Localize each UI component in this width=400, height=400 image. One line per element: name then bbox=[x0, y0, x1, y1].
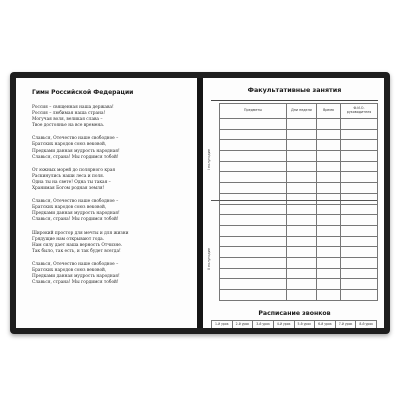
bell-lesson-header: 7-й урок bbox=[335, 320, 356, 328]
electives-cell bbox=[341, 290, 378, 301]
anthem-line: Одна ты на свете! Одна ты такая – bbox=[32, 179, 111, 185]
electives-cell bbox=[317, 183, 341, 194]
electives-cell bbox=[287, 225, 317, 236]
electives-row bbox=[220, 151, 378, 162]
electives-cell bbox=[220, 140, 287, 151]
anthem-line: Широкий простор для мечты и для жизни bbox=[32, 230, 129, 236]
anthem-stanza bbox=[32, 231, 189, 255]
electives-cell bbox=[220, 268, 287, 279]
electives-cell bbox=[341, 204, 378, 215]
electives-cell bbox=[317, 279, 341, 290]
electives-cell bbox=[287, 247, 317, 258]
electives-row bbox=[220, 215, 378, 226]
anthem-line: Грядущие нам открывают года. bbox=[32, 236, 105, 242]
electives-cell bbox=[287, 279, 317, 290]
electives-cell bbox=[220, 215, 287, 226]
electives-cell bbox=[287, 215, 317, 226]
electives-cell bbox=[287, 236, 317, 247]
anthem-stanza bbox=[32, 262, 189, 286]
anthem-stanza bbox=[32, 168, 189, 192]
electives-cell bbox=[341, 172, 378, 183]
column-header-time: Время bbox=[317, 104, 341, 119]
electives-cell bbox=[287, 268, 317, 279]
left-page bbox=[16, 78, 197, 328]
electives-cell bbox=[341, 247, 378, 258]
anthem-line: Россия – священная наша держава! bbox=[32, 105, 114, 110]
bell-lesson-header: 3-й урок bbox=[253, 320, 274, 328]
anthem-line: Братских народов союз вековой, bbox=[32, 267, 107, 273]
electives-row bbox=[220, 225, 378, 236]
electives-cell bbox=[317, 161, 341, 172]
second-half-label: II полугодие bbox=[207, 247, 211, 270]
electives-cell bbox=[220, 290, 287, 301]
bell-schedule-title: Расписание звонков bbox=[258, 309, 331, 317]
electives-cell bbox=[341, 183, 378, 194]
electives-cell bbox=[220, 204, 287, 215]
electives-cell bbox=[287, 161, 317, 172]
electives-cell bbox=[220, 257, 287, 268]
bell-lesson-header: 6-й урок bbox=[315, 320, 336, 328]
electives-cell bbox=[220, 129, 287, 140]
electives-row bbox=[220, 236, 378, 247]
bell-lesson-header: 2-й урок bbox=[232, 320, 253, 328]
anthem-line: Предками данная мудрость народная! bbox=[32, 211, 120, 217]
electives-cell bbox=[317, 204, 341, 215]
electives-cell bbox=[341, 268, 378, 279]
electives-cell bbox=[220, 172, 287, 183]
title-rule bbox=[211, 100, 378, 101]
electives-row bbox=[220, 257, 378, 268]
electives-row bbox=[220, 183, 378, 194]
anthem-line: Нам силу дает наша верность Отчизне. bbox=[32, 242, 123, 248]
electives-cell bbox=[317, 129, 341, 140]
electives-cell bbox=[317, 290, 341, 301]
electives-cell bbox=[317, 193, 341, 204]
electives-cell bbox=[220, 193, 287, 204]
column-header-teacher: Ф.И.О. руководителя bbox=[341, 104, 378, 119]
electives-cell bbox=[341, 225, 378, 236]
electives-cell bbox=[341, 129, 378, 140]
electives-cell bbox=[287, 119, 317, 130]
electives-cell bbox=[341, 151, 378, 162]
electives-cell bbox=[317, 151, 341, 162]
electives-cell bbox=[341, 140, 378, 151]
electives-row bbox=[220, 172, 378, 183]
electives-cell bbox=[317, 215, 341, 226]
electives-cell bbox=[287, 290, 317, 301]
anthem-stanza bbox=[32, 105, 189, 129]
right-page bbox=[203, 78, 384, 328]
electives-row bbox=[220, 140, 378, 151]
electives-row bbox=[220, 129, 378, 140]
electives-row bbox=[220, 268, 378, 279]
anthem-line: Братских народов союз вековой, bbox=[32, 205, 107, 211]
first-half-label: I полугодие bbox=[207, 148, 211, 170]
anthem-line: Раскинулись наши леса и поля. bbox=[32, 173, 105, 179]
bell-lesson-header: 5-й урок bbox=[294, 320, 315, 328]
anthem-line: От южных морей до полярного края bbox=[32, 167, 116, 173]
bell-lesson-header: 8-й урок bbox=[356, 320, 377, 328]
bell-schedule-table bbox=[211, 320, 377, 328]
electives-cell bbox=[341, 193, 378, 204]
electives-row bbox=[220, 247, 378, 258]
anthem-line: Славься, страна! Мы гордимся тобой! bbox=[32, 280, 119, 286]
electives-row bbox=[220, 193, 378, 204]
anthem-line: Могучая воля, великая слава – bbox=[32, 117, 103, 123]
anthem-stanza bbox=[32, 199, 189, 223]
electives-cell bbox=[220, 151, 287, 162]
electives-cell bbox=[341, 257, 378, 268]
electives-row bbox=[220, 119, 378, 130]
semester-divider bbox=[211, 200, 377, 201]
electives-cell bbox=[287, 172, 317, 183]
electives-cell bbox=[317, 257, 341, 268]
electives-cell bbox=[317, 140, 341, 151]
electives-cell bbox=[220, 161, 287, 172]
electives-cell bbox=[317, 119, 341, 130]
bell-header-row bbox=[212, 320, 377, 328]
anthem-line: Твое достоянье на все времена. bbox=[32, 123, 105, 129]
electives-cell bbox=[220, 279, 287, 290]
anthem-line: Так было, так есть, и так будет всегда! bbox=[32, 248, 121, 254]
electives-cell bbox=[287, 129, 317, 140]
anthem-line: Славься, Отечество наше свободное – bbox=[32, 261, 119, 267]
anthem-line: Славься, Отечество наше свободное – bbox=[32, 136, 119, 142]
bell-lesson-header: 4-й урок bbox=[273, 320, 294, 328]
anthem-line: Славься, страна! Мы гордимся тобой! bbox=[32, 154, 119, 160]
anthem-text bbox=[32, 105, 189, 286]
electives-cell bbox=[220, 236, 287, 247]
electives-cell bbox=[317, 225, 341, 236]
electives-row bbox=[220, 290, 378, 301]
electives-cell bbox=[220, 183, 287, 194]
electives-cell bbox=[287, 140, 317, 151]
bell-lesson-header: 1-й урок bbox=[212, 320, 233, 328]
electives-cell bbox=[317, 247, 341, 258]
anthem-stanza bbox=[32, 136, 189, 160]
electives-row bbox=[220, 204, 378, 215]
anthem-title: Гимн Российской Федерации bbox=[32, 89, 134, 96]
electives-cell bbox=[287, 257, 317, 268]
anthem-line: Славься, страна! Мы гордимся тобой! bbox=[32, 217, 119, 223]
anthem-line: Хранимая Богом родная земля! bbox=[32, 186, 105, 192]
electives-title: Факультативные занятия bbox=[247, 86, 342, 94]
electives-cell bbox=[220, 247, 287, 258]
anthem-line: Славься, Отечество наше свободное – bbox=[32, 199, 119, 205]
column-header-subjects: Предметы bbox=[220, 104, 287, 119]
anthem-line: Россия – любимая наша страна! bbox=[32, 111, 106, 117]
electives-header-row bbox=[220, 104, 378, 119]
anthem-line: Предками данная мудрость народная! bbox=[32, 148, 120, 154]
electives-cell bbox=[287, 193, 317, 204]
electives-cell bbox=[287, 183, 317, 194]
electives-cell bbox=[341, 279, 378, 290]
electives-cell bbox=[220, 225, 287, 236]
electives-cell bbox=[287, 151, 317, 162]
electives-cell bbox=[341, 236, 378, 247]
electives-cell bbox=[317, 268, 341, 279]
electives-cell bbox=[341, 119, 378, 130]
anthem-line: Предками данная мудрость народная! bbox=[32, 274, 120, 280]
electives-table bbox=[219, 103, 378, 301]
electives-cell bbox=[287, 204, 317, 215]
electives-row bbox=[220, 161, 378, 172]
electives-cell bbox=[220, 119, 287, 130]
electives-cell bbox=[317, 172, 341, 183]
electives-cell bbox=[341, 161, 378, 172]
electives-row bbox=[220, 279, 378, 290]
anthem-line: Братских народов союз вековой, bbox=[32, 142, 107, 148]
electives-cell bbox=[317, 236, 341, 247]
electives-cell bbox=[341, 215, 378, 226]
column-header-days: Дни недели bbox=[287, 104, 317, 119]
